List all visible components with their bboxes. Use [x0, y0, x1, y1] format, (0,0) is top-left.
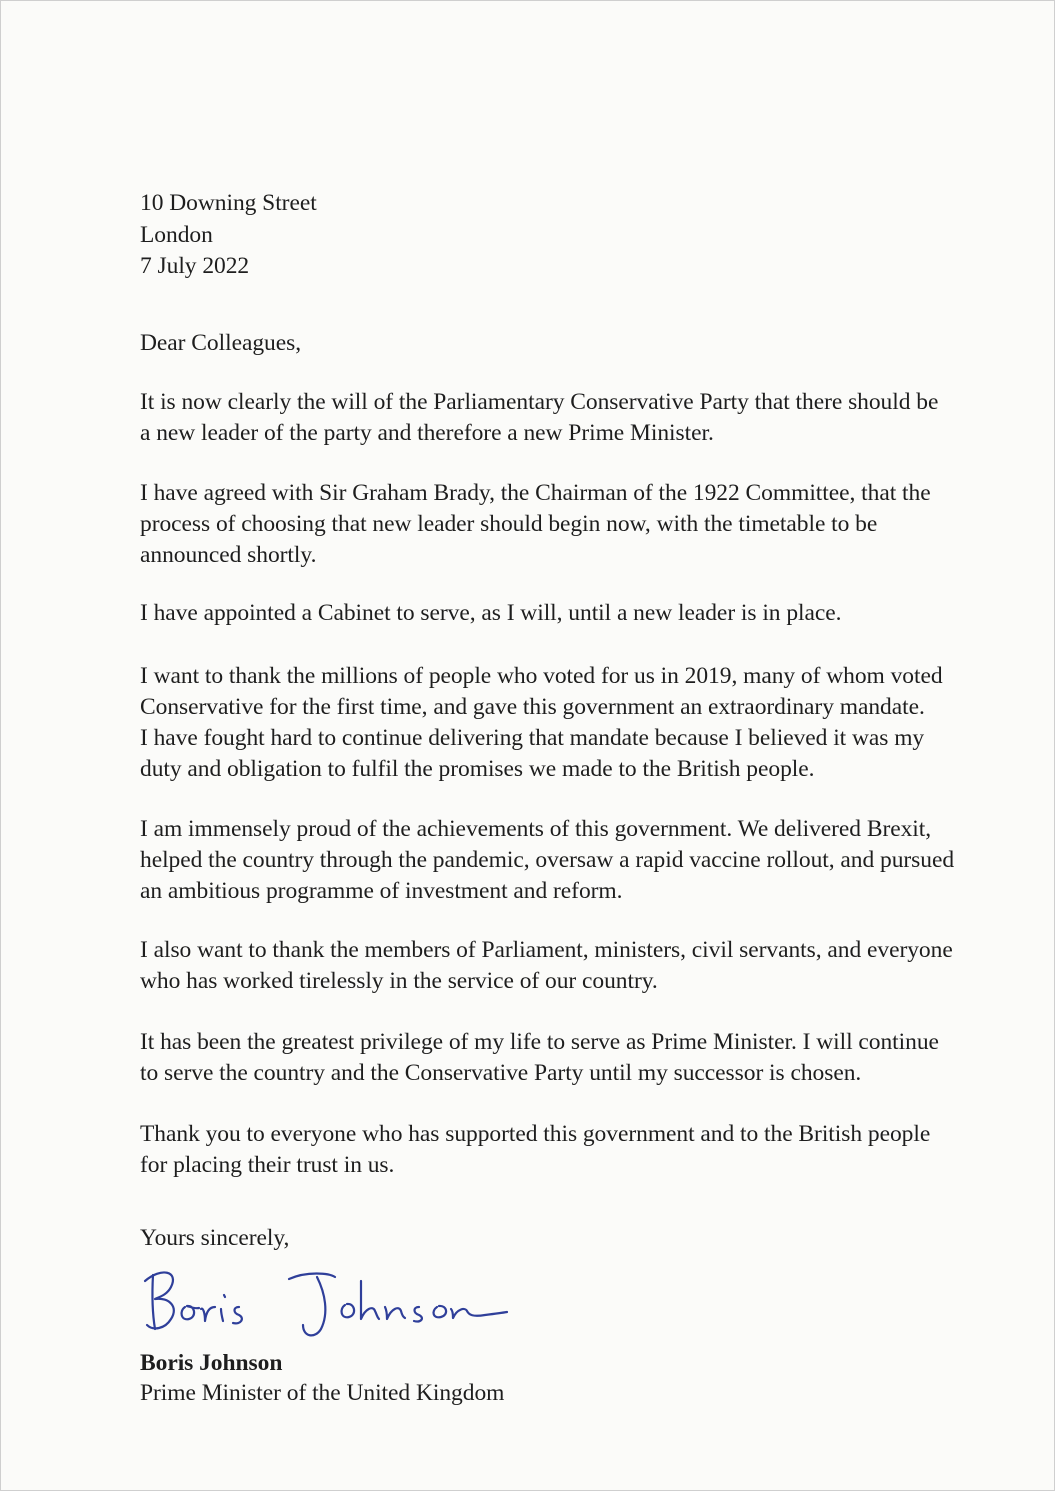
paragraph-line: I have appointed a Cabinet to serve, as I will, until a new leader is in place.	[140, 600, 842, 626]
paragraph-line: I want to thank the millions of people who voted for us in 2019, many of whom voted	[140, 663, 943, 689]
paragraph	[140, 661, 950, 785]
address-line: 10 Downing Street	[140, 190, 317, 216]
paragraph	[140, 387, 950, 449]
paragraph-line: duty and obligation to fulfil the promises we made to the British people.	[140, 756, 815, 782]
paragraph	[140, 814, 955, 907]
salutation: Dear Colleagues,	[140, 330, 302, 356]
paragraph-line: helped the country through the pandemic, oversaw a rapid vaccine rollout, and pursued	[140, 847, 955, 873]
paragraph-line: Thank you to everyone who has supported this government and to the British people	[140, 1121, 931, 1147]
signer-title: Prime Minister of the United Kingdom	[140, 1380, 505, 1406]
paragraph-line: I have agreed with Sir Graham Brady, the Chairman of the 1922 Committee, that the	[140, 480, 931, 506]
paragraph-line: an ambitious programme of investment and reform.	[140, 878, 623, 904]
closing: Yours sincerely,	[140, 1225, 290, 1251]
signer-name: Boris Johnson	[140, 1350, 283, 1376]
paragraph	[140, 598, 950, 629]
paragraph-line: I am immensely proud of the achievements of this government. We delivered Brexit,	[140, 816, 932, 842]
handwritten-signature	[139, 1263, 509, 1343]
paragraph-line: I have fought hard to continue delivering that mandate because I believed it was my	[140, 725, 925, 751]
paragraph-line: announced shortly.	[140, 542, 317, 568]
paragraph	[140, 478, 950, 571]
paragraph-line: for placing their trust in us.	[140, 1152, 395, 1178]
paragraph-line: who has worked tirelessly in the service of our country.	[140, 968, 658, 994]
paragraph-line: to serve the country and the Conservative Party until my successor is chosen.	[140, 1060, 862, 1086]
paragraph	[140, 1119, 950, 1181]
paragraph	[140, 1027, 950, 1089]
address-line: London	[140, 221, 213, 248]
paragraph-line: Conservative for the first time, and gave this government an extraordinary mandate.	[140, 694, 925, 720]
paragraph-line: It is now clearly the will of the Parliamentary Conservative Party that there should be	[140, 389, 939, 415]
paragraph-line: a new leader of the party and therefore a new Prime Minister.	[140, 420, 714, 446]
paragraph-line: process of choosing that new leader should begin now, with the timetable to be	[140, 511, 878, 537]
paragraph-line: I also want to thank the members of Parliament, ministers, civil servants, and everyone	[140, 937, 953, 963]
letter-date: 7 July 2022	[140, 253, 250, 279]
paragraph	[140, 935, 953, 997]
paragraph-line: It has been the greatest privilege of my life to serve as Prime Minister. I will continue	[140, 1029, 939, 1055]
address-block	[140, 188, 950, 283]
